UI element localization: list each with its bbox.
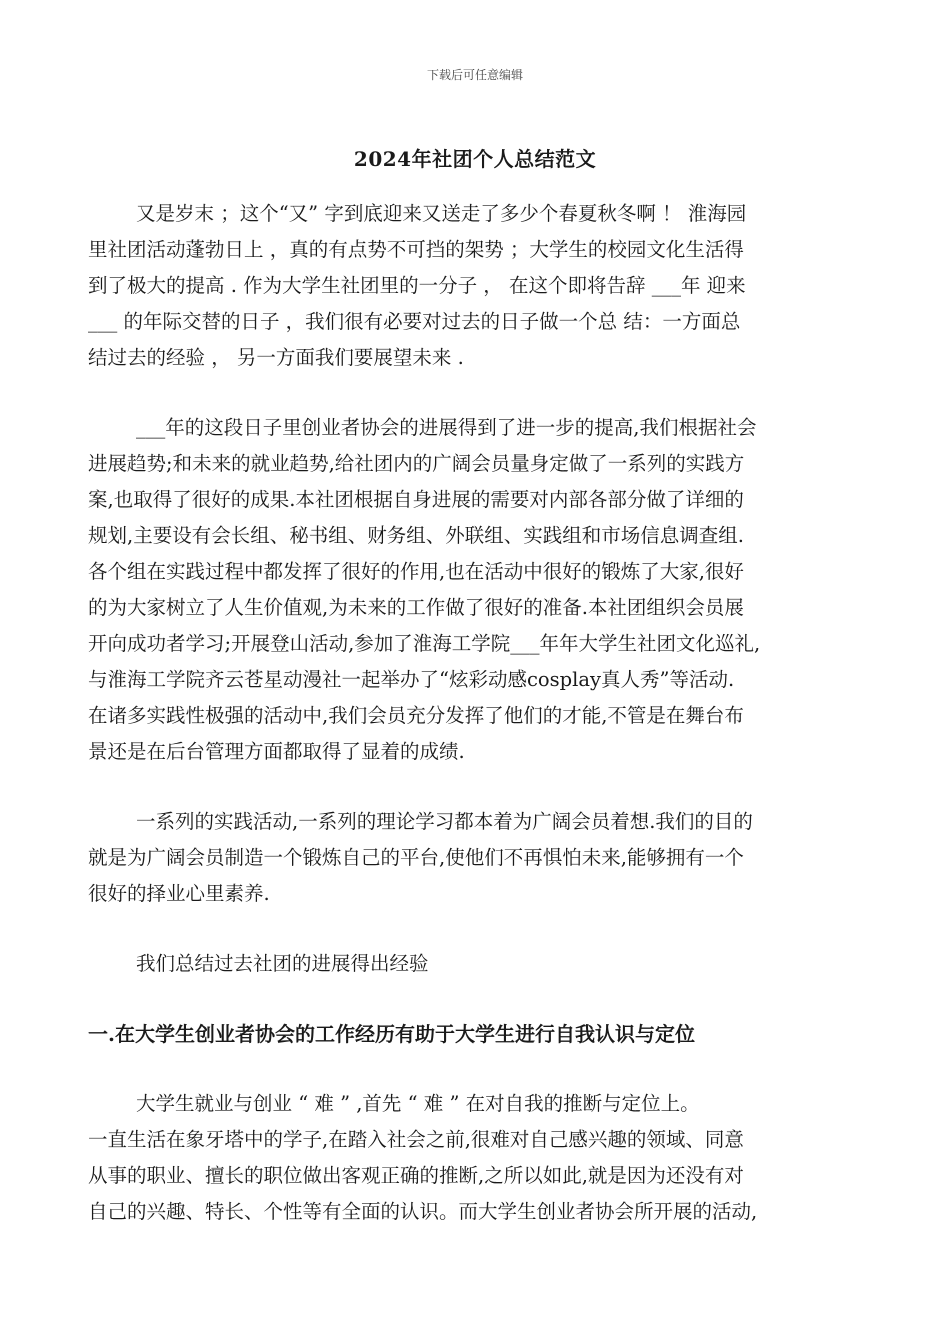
- paragraph-line: 结过去的经验 ， 另一方面我们要展望未来 .: [88, 346, 464, 369]
- paragraph-1: [88, 196, 860, 376]
- paragraph-line: 的为大家树立了人生价值观,为未来的工作做了很好的准备.本社团组织会员展: [88, 596, 744, 619]
- paragraph-3: [88, 804, 860, 912]
- section-paragraph: [88, 1086, 860, 1230]
- paragraph-line: 一系列的实践活动,一系列的理论学习都本着为广阔会员着想.我们的目的: [136, 810, 753, 833]
- paragraph-line: 到了极大的提高 . 作为大学生社团里的一分子 ， 在这个即将告辞 ___年 迎来: [88, 274, 746, 297]
- paragraph-4: [88, 946, 860, 982]
- paragraph-line: ___ 的年际交替的日子 ，我们很有必要对过去的日子做一个总 结：一方面总: [88, 310, 741, 333]
- paragraph-line: 就是为广阔会员制造一个锻炼自己的平台,使他们不再惧怕未来,能够拥有一个: [88, 846, 744, 869]
- paragraph-line: 从事的职业、擅长的职位做出客观正确的推断,之所以如此,就是因为还没有对: [88, 1164, 744, 1187]
- paragraph-line: 自己的兴趣、特长、个性等有全面的认识。而大学生创业者协会所开展的活动,: [88, 1200, 758, 1223]
- paragraph-line: 开向成功者学习;开展登山活动,参加了淮海工学院___年年大学生社团文化巡礼,: [88, 632, 761, 655]
- paragraph-line: 规划,主要设有会长组、秘书组、财务组、外联组、实践组和市场信息调查组.: [88, 524, 744, 547]
- paragraph-line: 一直生活在象牙塔中的学子,在踏入社会之前,很难对自己感兴趣的领域、同意: [88, 1128, 744, 1151]
- paragraph-line: 又是岁末 ；这个“又” 字到底迎来又送走了多少个春夏秋冬啊 ！ 淮海园: [136, 202, 747, 225]
- paragraph-line: ___年的这段日子里创业者协会的进展得到了进一步的提高,我们根据社会: [136, 416, 757, 439]
- paragraph-line: 大学生就业与创业 “ 难 ” ,首先 “ 难 ” 在对自我的推断与定位上。: [136, 1092, 700, 1115]
- page-header-note: 下载后可任意编辑: [426, 68, 523, 82]
- paragraph-line: 在诸多实践性极强的活动中,我们会员充分发挥了他们的才能,不管是在舞台布: [88, 704, 744, 727]
- paragraph-line: 我们总结过去社团的进展得出经验: [136, 952, 429, 975]
- paragraph-line: 进展趋势;和未来的就业趋势,给社团内的广阔会员量身定做了一系列的实践方: [88, 452, 745, 475]
- document-body: [88, 196, 860, 1230]
- paragraph-2: [88, 410, 860, 770]
- paragraph-line: 与淮海工学院齐云苍星动漫社一起举办了“炫彩动感cosplay真人秀”等活动.: [88, 668, 735, 691]
- paragraph-line: 景还是在后台管理方面都取得了显着的成绩.: [88, 740, 465, 763]
- section-heading-block: [88, 1016, 860, 1052]
- section-heading: 一.在大学生创业者协会的工作经历有助于大学生进行自我认识与定位: [88, 1022, 695, 1046]
- document-title: 2024年社团个人总结范文: [353, 147, 597, 171]
- paragraph-line: 里社团活动蓬勃日上 ，真的有点势不可挡的架势 ；大学生的校园文化生活得: [88, 238, 744, 261]
- paragraph-line: 很好的择业心里素养.: [88, 882, 270, 905]
- paragraph-line: 各个组在实践过程中都发挥了很好的作用,也在活动中很好的锻炼了大家,很好: [88, 560, 744, 583]
- paragraph-line: 案,也取得了很好的成果.本社团根据自身进展的需要对内部各部分做了详细的: [88, 488, 744, 511]
